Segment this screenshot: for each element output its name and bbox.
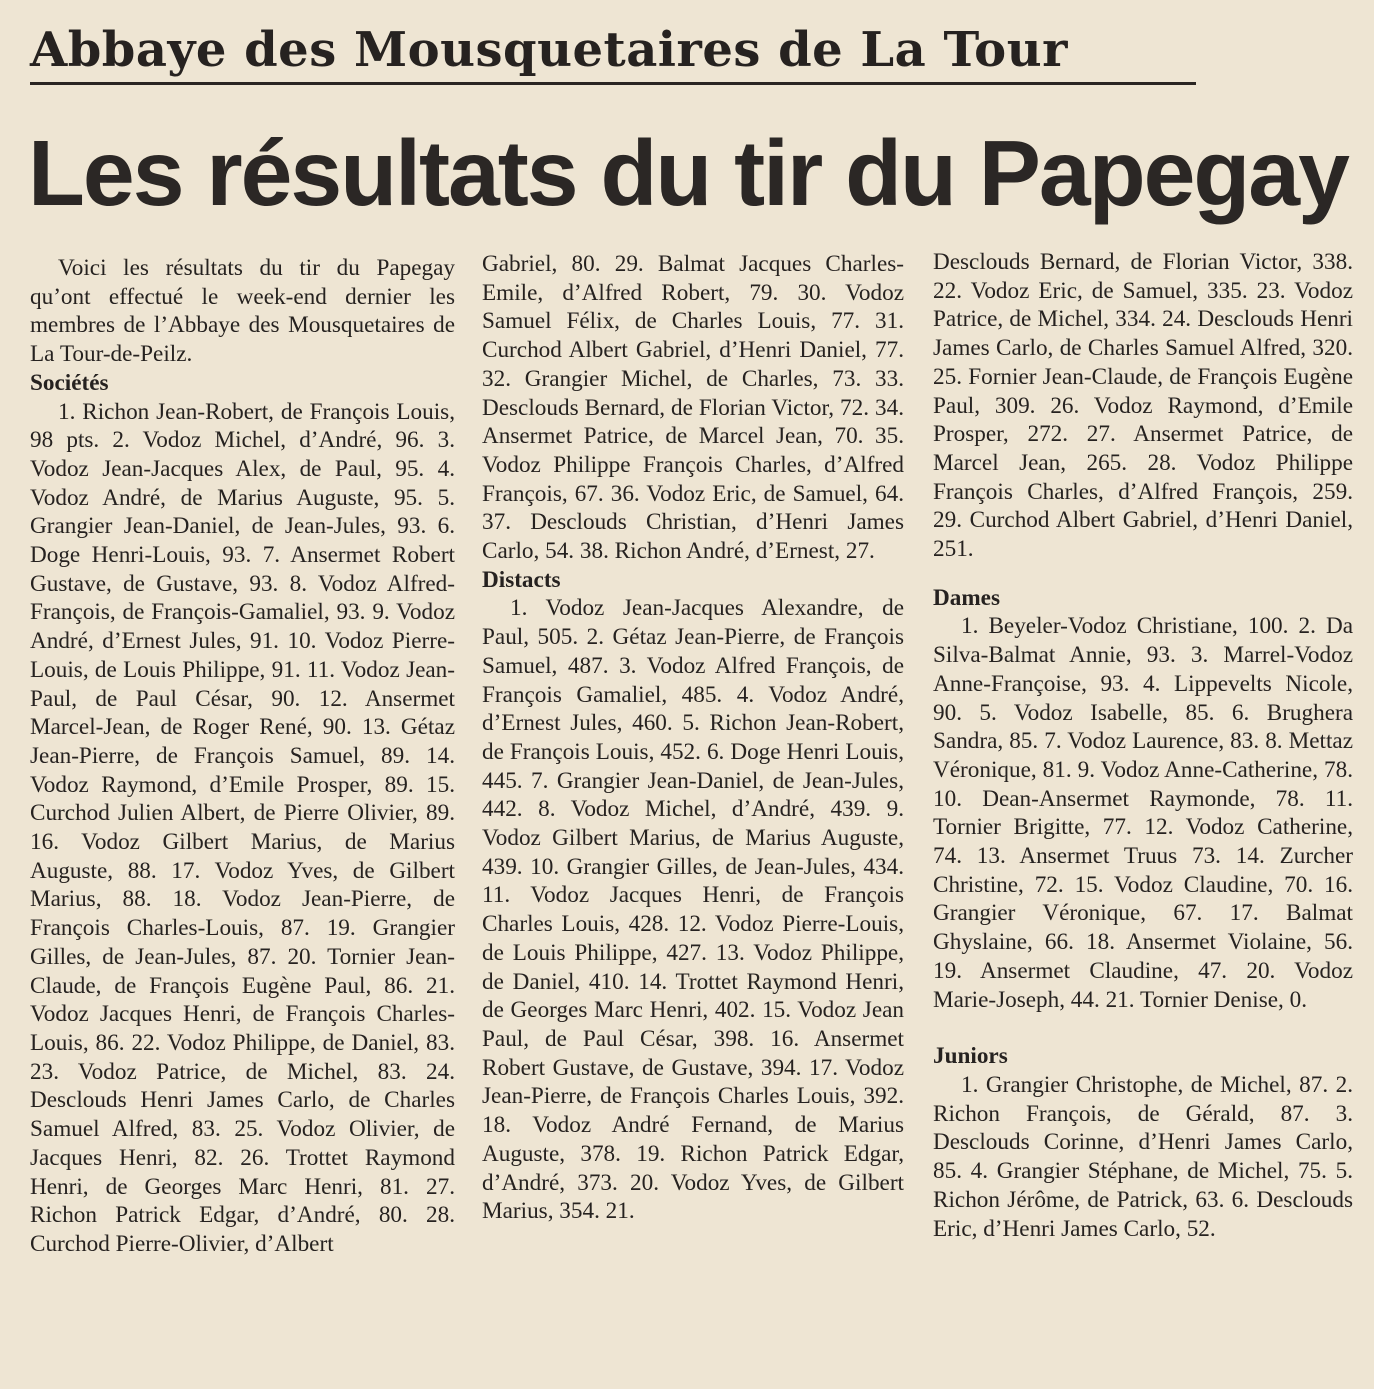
spacer (933, 564, 1353, 584)
distacts-results-continued: Desclouds Bernard, de Florian Victor, 338. 22. Vodoz Eric, de Samuel, 335. 23. Vodoz Patrice, de Michel, 334. 24. Desclouds Henri James Carlo, de Charles Samuel Alfred, 320. 25. Fornier Jean-Claude, de François Eugène Paul, 309. 26. Vodoz Raymond, d’Emile Prosper, 272. 27. Ansermet Patrice, de Marcel Jean, 265. 28. Vodoz Philippe François Charles, d’Alfred François, 259. 29. Curchod Albert Gabriel, d’Henri Daniel, 251. (933, 249, 1353, 563)
societes-results-continued: Gabriel, 80. 29. Balmat Jacques Charles-Emile, d’Alfred Robert, 79. 30. Vodoz Samuel Félix, de Charles Louis, 77. 31. Curchod Albert Gabriel, d’Henri Daniel, 77. 32. Grangier Michel, de Charles, 73. 33. Desclouds Bernard, de Florian Victor, 72. 34. Ansermet Patrice, de Marcel Jean, 70. 35. Vodoz Philippe François Charles, d’Alfred François, 67. 36. Vodoz Eric, de Samuel, 64. 37. Desclouds Christian, d’Henri James Carlo, 54. 38. Richon André, d’Ernest, 27. (482, 251, 904, 565)
kicker-title: Abbaye des Mousquetaires de La Tour (30, 18, 1196, 85)
section-title-juniors: Juniors (933, 1043, 1008, 1070)
column-3 (933, 248, 1353, 1243)
spacer (933, 1014, 1353, 1042)
headline: Les résultats du tir du Papegay (28, 121, 1348, 225)
juniors-results: 1. Grangier Christophe, de Michel, 87. 2. Richon François, de Gérald, 87. 3. Desclouds Corinne, d’Henri James Carlo, 85. 4. Grangier Stéphane, de Michel, 75. 5. Richon Jérôme, de Patrick, 63. 6. Desclouds Eric, d’Henri James Carlo, 52. (933, 1071, 1353, 1242)
section-title-dames: Dames (933, 584, 1000, 611)
intro-paragraph: Voici les résultats du tir du Papegay qu’ont effectué le week-end dernier les membres de l’Abbaye des Mousquetaires de La Tour-de-Peilz. (30, 255, 455, 368)
dames-results: 1. Beyeler-Vodoz Christiane, 100. 2. Da Silva-Balmat Annie, 93. 3. Marrel-Vodoz Anne-Françoise, 93. 4. Lippevelts Nicole, 90. 5. Vodoz Isabelle, 85. 6. Brughera Sandra, 85. 7. Vodoz Laurence, 83. 8. Mettaz Véronique, 81. 9. Vodoz Anne-Catherine, 78. 10. Dean-Ansermet Raymonde, 78. 11. Tornier Brigitte, 77. 12. Vodoz Catherine, 74. 13. Ansermet Truus 73. 14. Zurcher Christine, 72. 15. Vodoz Claudine, 70. 16. Grangier Véronique, 67. 17. Balmat Ghyslaine, 66. 18. Ansermet Violaine, 56. 19. Ansermet Claudine, 47. 20. Vodoz Marie-Joseph, 44. 21. Tornier Denise, 0. (933, 613, 1353, 1013)
section-title-societes: Sociétés (30, 369, 109, 396)
column-1 (30, 254, 455, 1259)
column-2 (482, 250, 904, 1226)
distacts-results: 1. Vodoz Jean-Jacques Alexandre, de Paul, 505. 2. Gétaz Jean-Pierre, de François Samuel, 487. 3. Vodoz Alfred François, de François Gamaliel, 485. 4. Vodoz André, d’Ernest Jules, 460. 5. Richon Jean-Robert, de François Louis, 452. 6. Doge Henri Louis, 445. 7. Grangier Jean-Daniel, de Jean-Jules, 442. 8. Vodoz Michel, d’André, 439. 9. Vodoz Gilbert Marius, de Marius Auguste, 439. 10. Grangier Gilles, de Jean-Jules, 434. 11. Vodoz Jacques Henri, de François Charles Louis, 428. 12. Vodoz Pierre-Louis, de Louis Philippe, 427. 13. Vodoz Philippe, de Daniel, 410. 14. Trottet Raymond Henri, de Georges Marc Henri, 402. 15. Vodoz Jean Paul, de Paul César, 398. 16. Ansermet Robert Gustave, de Gustave, 394. 17. Vodoz Jean-Pierre, de François Charles Louis, 392. 18. Vodoz André Fernand, de Marius Auguste, 378. 19. Richon Patrick Edgar, d’André, 373. 20. Vodoz Yves, de Gilbert Marius, 354. 21. (482, 595, 904, 1225)
societes-results: 1. Richon Jean-Robert, de François Louis, 98 pts. 2. Vodoz Michel, d’André, 96. 3. Vodoz Jean-Jacques Alex, de Paul, 95. 4. Vodoz André, de Marius Auguste, 95. 5. Grangier Jean-Daniel, de Jean-Jules, 93. 6. Doge Henri-Louis, 93. 7. Ansermet Robert Gustave, de Gustave, 93. 8. Vodoz Alfred-François, de François-Gamaliel, 93. 9. Vodoz André, d’Ernest Jules, 91. 10. Vodoz Pierre-Louis, de Louis Philippe, 91. 11. Vodoz Jean-Paul, de Paul César, 90. 12. Ansermet Marcel-Jean, de Roger René, 90. 13. Gétaz Jean-Pierre, de François Samuel, 89. 14. Vodoz Raymond, d’Emile Prosper, 89. 15. Curchod Julien Albert, de Pierre Olivier, 89. 16. Vodoz Gilbert Marius, de Marius Auguste, 88. 17. Vodoz Yves, de Gilbert Marius, 88. 18. Vodoz Jean-Pierre, de François Charles-Louis, 87. 19. Grangier Gilles, de Jean-Jules, 87. 20. Tornier Jean-Claude, de François Eugène Paul, 86. 21. Vodoz Jacques Henri, de François Charles-Louis, 86. 22. Vodoz Philippe, de Daniel, 83. 23. Vodoz Patrice, de Michel, 83. 24. Desclouds Henri James Carlo, de Charles Samuel Alfred, 83. 25. Vodoz Olivier, de Jacques Henri, 82. 26. Trottet Raymond Henri, de Georges Marc Henri, 81. 27. Richon Patrick Edgar, d’André, 80. 28. Curchod Pierre-Olivier, d’Albert (30, 398, 455, 1257)
section-title-distacts: Distacts (482, 566, 561, 593)
